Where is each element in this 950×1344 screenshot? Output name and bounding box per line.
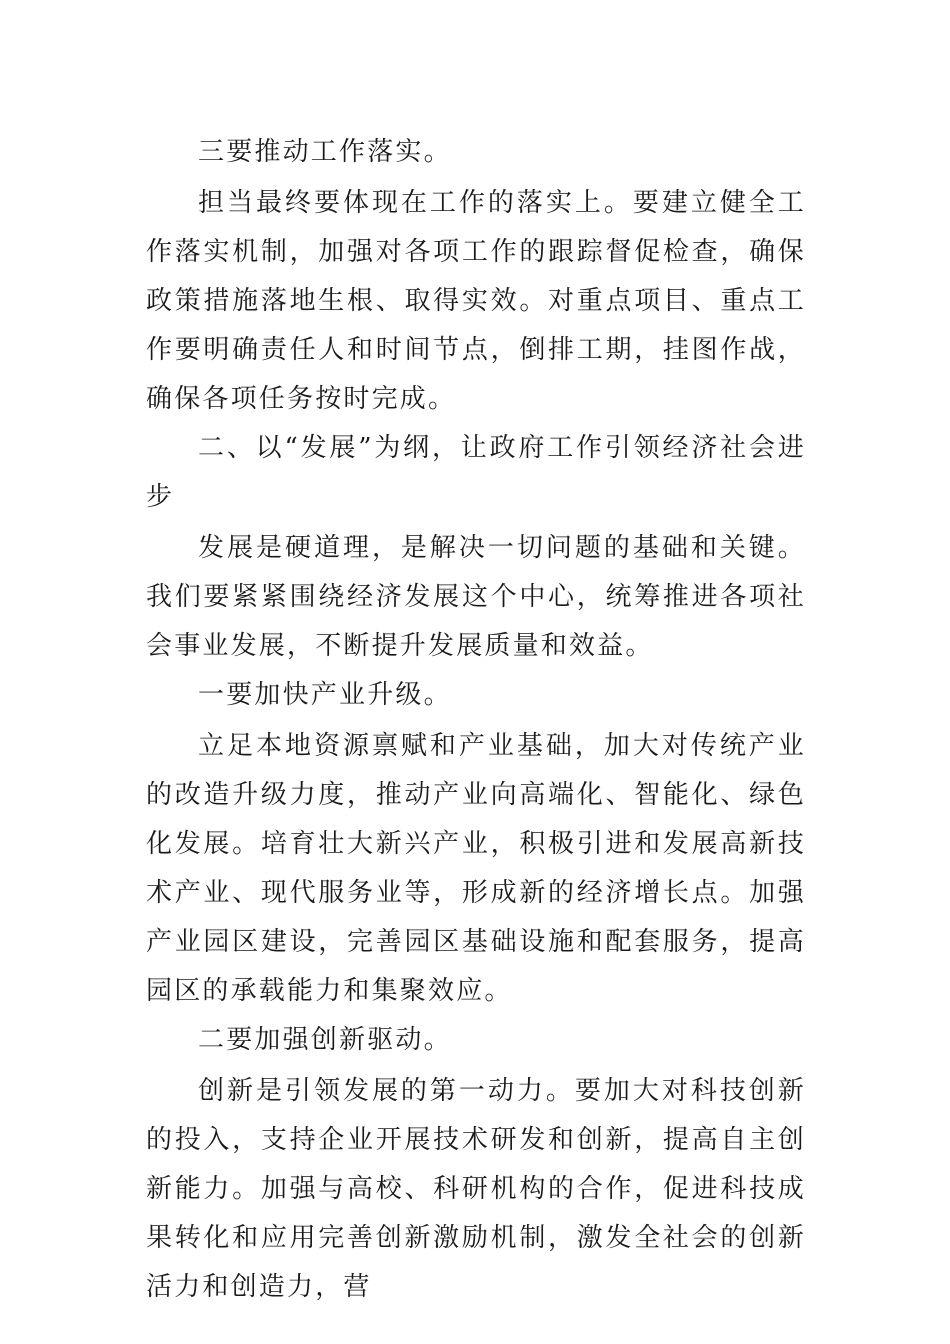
section-heading-development: 二、以“发展”为纲，让政府工作引领经济社会进步 (146, 433, 806, 512)
section-heading-innovation: 二要加强创新驱动。 (198, 1025, 452, 1055)
paragraph-implementation: 担当最终要体现在工作的落实上。要建立健全工作落实机制，加强对各项工作的跟踪督促检查，确保政策措施落地生根、取得实效。对重点项目、重点工作要明确责任人和时间节点，倒排工期，挂图作战，确保各项任务按时完成。 (146, 188, 806, 414)
section-heading-industry-upgrade: 一要加快产业升级。 (198, 680, 452, 710)
paragraph-development: 发展是硬道理，是解决一切问题的基础和关键。我们要紧紧围绕经济发展这个中心，统筹推进各项社会事业发展，不断提升发展质量和效益。 (146, 533, 806, 661)
section-heading-implementation: 三要推动工作落实。 (198, 137, 452, 167)
document-page (146, 128, 806, 1312)
paragraph-innovation: 创新是引领发展的第一动力。要加大对科技创新的投入，支持企业开展技术研发和创新，提高自主创新能力。加强与高校、科研机构的合作，促进科技成果转化和应用完善创新激励机制，激发全社会的创新活力和创造力，营 (146, 1076, 806, 1302)
paragraph-industry-upgrade: 立足本地资源禀赋和产业基础，加大对传统产业的改造升级力度，推动产业向高端化、智能化、绿色化发展。培育壮大新兴产业，积极引进和发展高新技术产业、现代服务业等，形成新的经济增长点。加强产业园区建设，完善园区基础设施和配套服务，提高园区的承载能力和集聚效应。 (146, 731, 806, 1006)
